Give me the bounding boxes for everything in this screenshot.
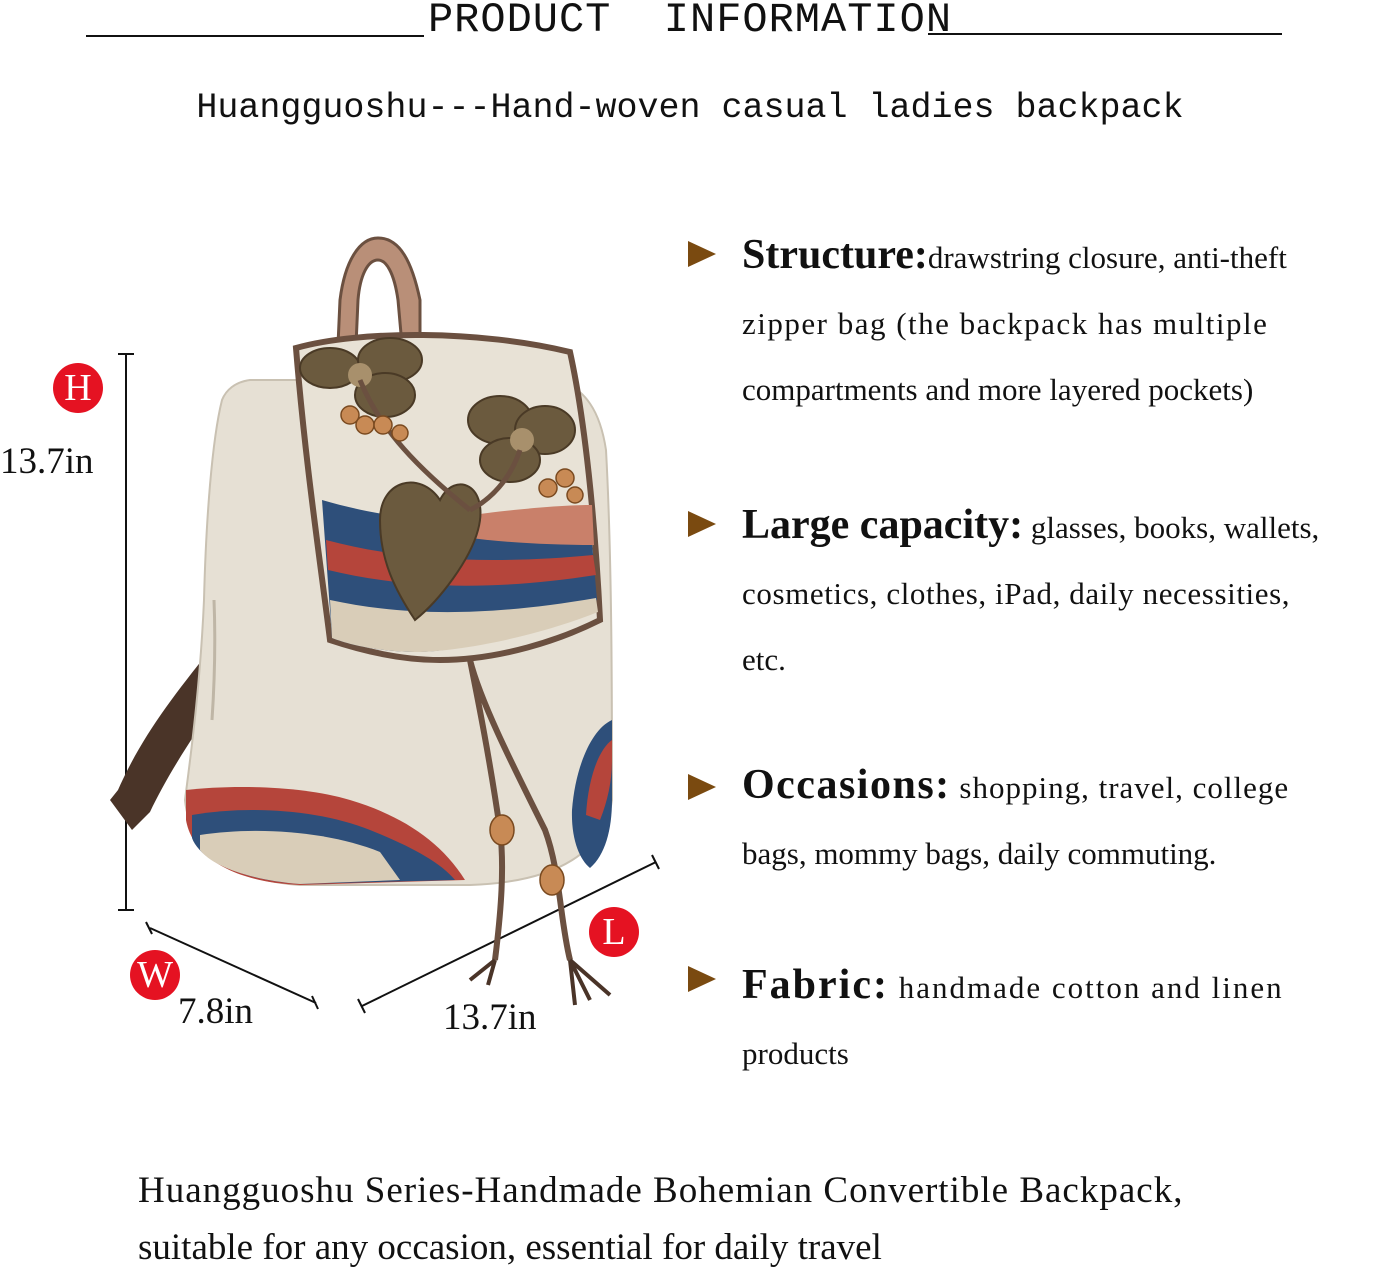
- backpack-image: [0, 220, 680, 1040]
- height-badge: H: [53, 363, 103, 413]
- bullet-arrow-icon: [688, 511, 716, 537]
- feature-large-capacity: [688, 492, 1378, 682]
- footer-line-2: suitable for any occasion, essential for daily travel: [138, 1227, 882, 1268]
- feature-text-line: bags, mommy bags, daily commuting.: [742, 836, 1217, 871]
- feature-text-line: cosmetics, clothes, iPad, daily necessities,: [742, 576, 1291, 611]
- feature-occasions: [688, 752, 1378, 882]
- feature-structure: [688, 222, 1378, 412]
- feature-text-line: drawstring closure, anti-theft: [927, 240, 1287, 275]
- feature-text-line: glasses, books, wallets,: [1023, 510, 1320, 545]
- feature-fabric: [688, 952, 1378, 1082]
- width-value: 7.8in: [178, 991, 254, 1032]
- width-badge: W: [130, 950, 180, 1000]
- length-badge: L: [589, 907, 639, 957]
- bullet-arrow-icon: [688, 241, 716, 267]
- feature-text-line: handmade cotton and linen: [888, 970, 1284, 1005]
- page-title: PRODUCT INFORMATION: [427, 0, 953, 44]
- feature-text-line: etc.: [742, 642, 786, 677]
- length-value: 13.7in: [443, 997, 537, 1038]
- feature-text-line: products: [742, 1036, 849, 1071]
- product-subtitle: Huangguoshu---Hand-woven casual ladies backpack: [196, 88, 1184, 128]
- bullet-arrow-icon: [688, 774, 716, 800]
- height-value: 13.7in: [0, 441, 94, 482]
- footer-line-1: Huangguoshu Series-Handmade Bohemian Convertible Backpack,: [138, 1170, 1184, 1211]
- feature-text-line: zipper bag (the backpack has multiple: [742, 306, 1269, 341]
- feature-term: Occasions:: [742, 762, 951, 808]
- top-handle: [338, 238, 420, 345]
- feature-text-line: shopping, travel, college: [950, 770, 1290, 805]
- footer-tagline: [138, 1162, 1183, 1276]
- bullet-arrow-icon: [688, 966, 716, 992]
- feature-term: Fabric:: [742, 962, 889, 1008]
- feature-text-line: compartments and more layered pockets): [742, 372, 1254, 407]
- feature-term: Large capacity:: [742, 502, 1024, 548]
- feature-term: Structure:: [742, 232, 928, 278]
